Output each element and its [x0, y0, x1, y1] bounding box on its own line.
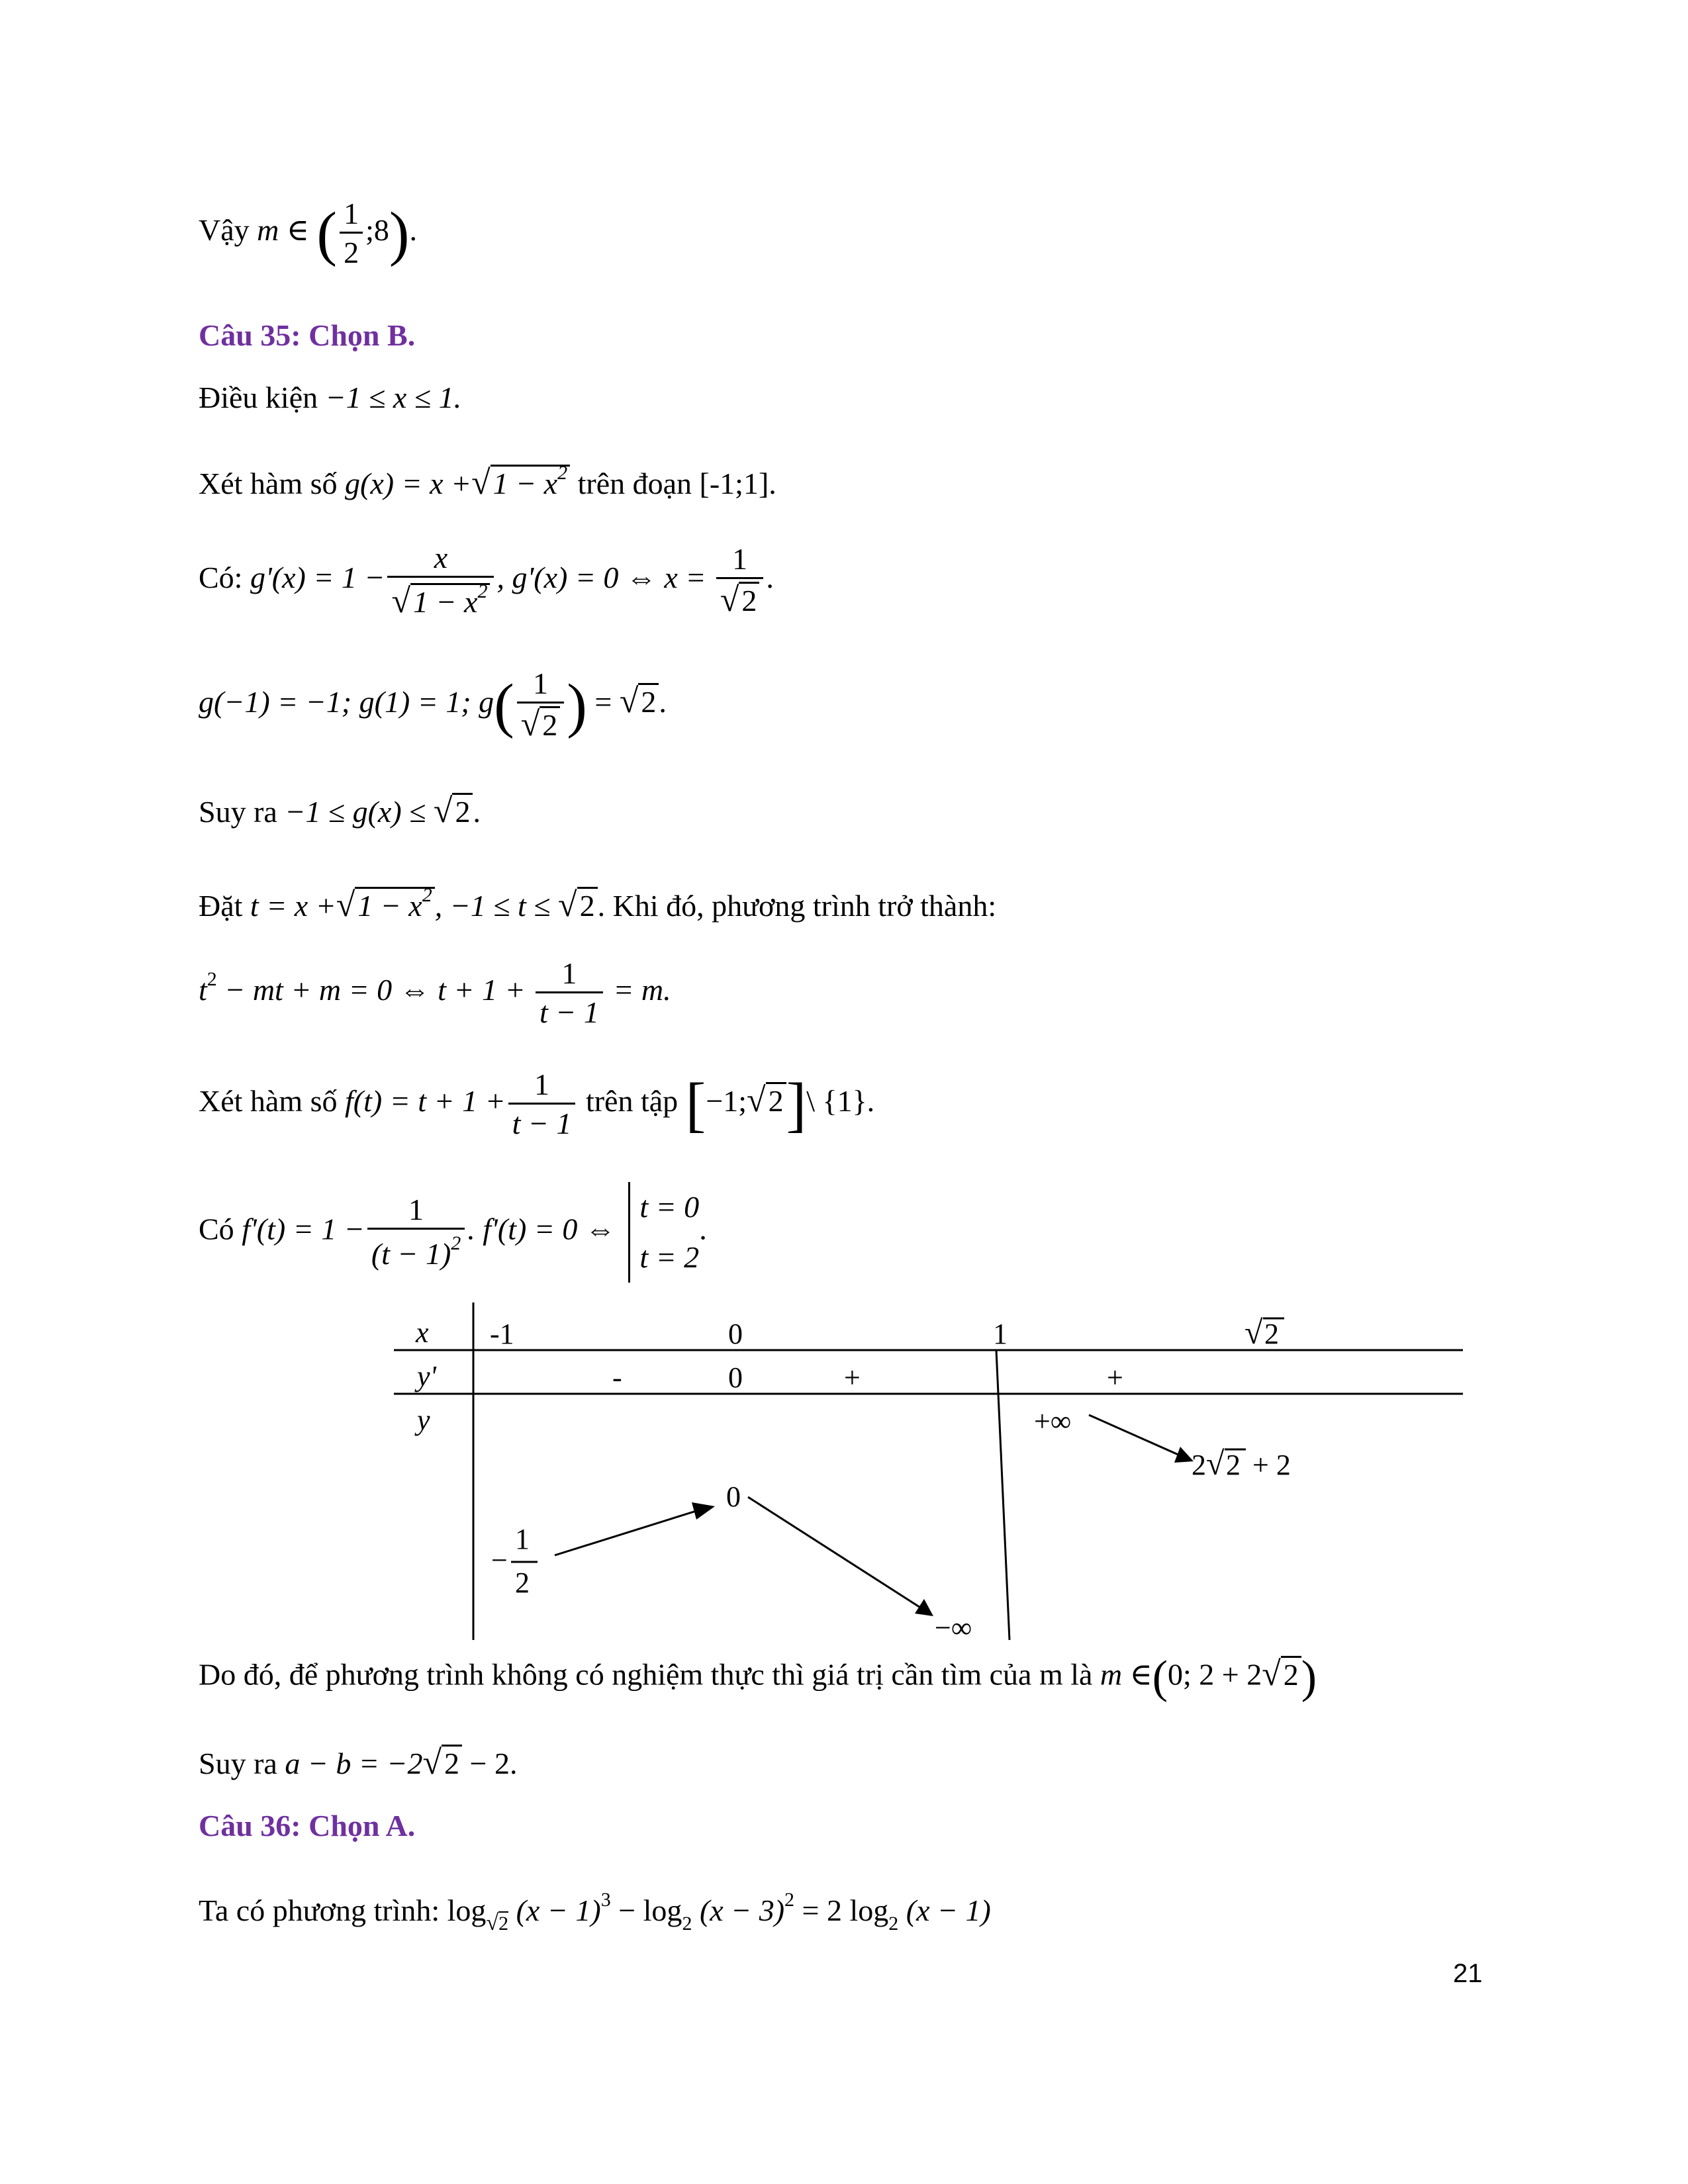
final-left: a − b = −2 — [285, 1747, 423, 1780]
deriv-res-num: 1 — [732, 542, 748, 576]
g-def-left: g(x) = x + — [345, 467, 472, 500]
sqrt-expr: √2 — [434, 794, 473, 829]
fd-label: Có — [199, 1212, 234, 1246]
sign-1: - — [612, 1361, 622, 1394]
y-start-den: 2 — [515, 1567, 530, 1599]
final-right: − 2. — [469, 1747, 518, 1780]
final-rad: 2 — [442, 1745, 462, 1780]
infer-rad: 2 — [452, 793, 473, 829]
log-2-arg: (x − 3) — [699, 1893, 785, 1927]
y-start-sign: − — [491, 1544, 508, 1576]
eq-left: t — [199, 973, 207, 1007]
sqrt-expr: √2 — [486, 1911, 509, 1935]
sqrt-expr: √2 — [558, 888, 598, 923]
q35-result — [199, 1652, 1317, 1703]
eq-num: 1 — [561, 956, 577, 990]
sqrt-expr: √2 — [747, 1083, 786, 1118]
sub-exp: 2 — [422, 884, 432, 906]
condition-label: Điều kiện — [199, 381, 318, 414]
values-left: g(−1) = −1; g(1) = 1; g — [199, 685, 494, 719]
f-domain-left: −1; — [706, 1084, 747, 1118]
log-3-base: 2 — [888, 1913, 899, 1934]
sqrt-expr: √2 — [422, 1746, 462, 1780]
log-2-base: 2 — [682, 1913, 692, 1934]
f-label: Xét hàm số — [199, 1084, 338, 1118]
log-3: = 2 log — [794, 1893, 889, 1927]
row-label-y: y — [417, 1404, 430, 1436]
fd-left: f'(t) = 1 − — [242, 1212, 365, 1246]
sqrt-expr: √2 — [620, 684, 659, 719]
sub-rad2: 2 — [577, 887, 598, 923]
sqrt-expr: √2 — [1262, 1657, 1301, 1692]
values-rad: 2 — [638, 683, 659, 719]
x-val-2: 0 — [728, 1318, 743, 1350]
arrow-down-1 — [748, 1497, 923, 1610]
frac-num: 1 — [344, 197, 359, 230]
domain-text: trên đoạn [-1;1]. — [577, 467, 776, 500]
frac-den: 2 — [340, 232, 363, 268]
arrow-down-2 — [1089, 1415, 1178, 1455]
deriv-num: x — [434, 541, 448, 574]
sqrt-expr: √2 — [521, 707, 561, 742]
paren-open: ( — [1152, 1652, 1168, 1703]
x-val-4: 2 — [1264, 1318, 1279, 1350]
x-val-4-radical: √ — [1244, 1314, 1263, 1351]
sqrt-expr: $√1 - x^2$ — [336, 886, 435, 923]
sub-label: Đặt — [199, 889, 243, 923]
y-end-radical: √ — [1206, 1445, 1225, 1482]
eq-exp: 2 — [207, 968, 217, 991]
log-2-exp: 2 — [784, 1889, 795, 1911]
log-1-exp: 3 — [600, 1889, 611, 1911]
paren-close: ) — [1301, 1652, 1317, 1703]
deriv-res-den: 2 — [739, 582, 759, 617]
consider-label: Xét hàm số — [199, 467, 338, 500]
f-left: f(t) = t + 1 + — [345, 1084, 506, 1118]
sign-4: + — [1107, 1361, 1123, 1394]
sqrt-expr: $√1 - x^2$ — [391, 582, 490, 619]
deriv-mid: , g'(x) = 0 ⇔ x = — [496, 561, 706, 595]
y-end-tail: + 2 — [1252, 1449, 1291, 1481]
fd-den-exp: 2 — [451, 1232, 461, 1255]
infer-left: −1 ≤ g(x) ≤ — [285, 795, 426, 829]
y-neg-inf: −∞ — [935, 1612, 972, 1644]
case-2: t = 2 — [639, 1240, 700, 1274]
x-val-1: -1 — [490, 1318, 514, 1350]
deriv-end: . — [766, 561, 774, 595]
f-domain-text: trên tập — [585, 1084, 679, 1118]
eq-right: = m. — [613, 973, 671, 1007]
f-den: t − 1 — [508, 1103, 576, 1139]
result-math-inner: 0; 2 + 2 — [1168, 1657, 1262, 1692]
infer-end: . — [473, 795, 481, 829]
conclusion-end: . — [409, 213, 417, 248]
sub-left: t = x + — [250, 889, 336, 923]
result-rad: 2 — [1281, 1656, 1301, 1692]
deriv-left: g'(x) = 1 − — [250, 561, 385, 595]
fd-num: 1 — [408, 1193, 424, 1227]
paren-close: ) — [389, 199, 410, 267]
sub-rad: 1 − x — [357, 889, 422, 923]
sign-2: 0 — [728, 1361, 743, 1394]
deriv-den-rad: 1 − x — [413, 585, 478, 619]
q36-eq-label: Ta có phương trình: — [199, 1893, 440, 1927]
arrowhead-1 — [692, 1502, 715, 1520]
deriv-den-exp: 2 — [477, 580, 488, 602]
q35-heading: Câu 35: Chọn B. — [199, 318, 416, 352]
f-domain-right: \ {1}. — [806, 1084, 875, 1118]
values-den: 2 — [539, 706, 560, 742]
bracket-close: ] — [786, 1070, 807, 1138]
sign-3: + — [844, 1361, 861, 1394]
g-def-exp: 2 — [557, 462, 568, 484]
sub-text: Khi đó, phương trình trở thành: — [612, 889, 997, 923]
y-start-num: 1 — [515, 1523, 530, 1555]
condition-math: −1 ≤ x ≤ 1. — [325, 381, 462, 414]
conclusion-math: m ∈ — [257, 213, 309, 248]
fd-end: . — [699, 1212, 707, 1246]
f-domain-rad: 2 — [766, 1082, 786, 1118]
q35-final — [199, 1746, 517, 1780]
final-label: Suy ra — [199, 1747, 277, 1780]
x-val-3: 1 — [993, 1318, 1008, 1350]
arrow-up-1 — [555, 1510, 698, 1555]
case-1: t = 0 — [639, 1190, 700, 1224]
sub-end: . — [597, 889, 606, 923]
sqrt-expr: √2 — [720, 583, 760, 617]
y-peak: 0 — [726, 1480, 741, 1513]
values-end: . — [659, 685, 667, 719]
infer-label: Suy ra — [199, 795, 277, 829]
sqrt-expr: $√1 - x^2$ — [471, 463, 570, 500]
log-2: − log — [610, 1893, 682, 1927]
deriv-label: Có: — [199, 561, 243, 595]
q36-equation — [199, 1890, 991, 1934]
y-pos-inf: +∞ — [1034, 1405, 1072, 1437]
row-label-yprime: y' — [417, 1360, 436, 1392]
row-label-x: x — [416, 1316, 429, 1349]
result-math-left: m ∈ — [1100, 1657, 1152, 1692]
page-number: 21 — [1453, 1959, 1483, 1988]
fd-mid: . f'(t) = 0 ⇔ — [467, 1212, 616, 1246]
log-3-arg: (x − 1) — [906, 1893, 991, 1927]
eq-mid: − mt + m = 0 ⇔ t + 1 + — [216, 973, 526, 1007]
log-1-base: 2 — [498, 1913, 509, 1934]
paren-open: ( — [316, 199, 338, 267]
fd-den: (t − 1) — [371, 1237, 451, 1271]
q36-heading: Câu 36: Chọn A. — [199, 1809, 416, 1843]
eq-den: t − 1 — [536, 991, 603, 1028]
arrowhead-2 — [915, 1599, 933, 1616]
conclusion-tail: ;8 — [365, 213, 389, 248]
conclusion-label: Vậy — [199, 213, 250, 248]
values-right: = — [594, 685, 612, 719]
y-end-coef: 2 — [1192, 1449, 1206, 1481]
bracket-open: [ — [685, 1070, 706, 1138]
log-1-arg: (x − 1) — [516, 1893, 601, 1927]
paren-open: ( — [494, 671, 514, 739]
sub-mid: , −1 ≤ t ≤ — [434, 889, 551, 923]
y-end-rad: 2 — [1226, 1449, 1241, 1481]
g-def-rad: 1 − x — [492, 467, 558, 500]
values-num: 1 — [532, 666, 548, 700]
paren-close: ) — [567, 671, 587, 739]
log-1: log — [447, 1893, 487, 1927]
f-num: 1 — [534, 1068, 550, 1101]
result-text: Do đó, để phương trình không có nghiệm thực thì giá trị cần tìm của m là — [199, 1657, 1093, 1692]
